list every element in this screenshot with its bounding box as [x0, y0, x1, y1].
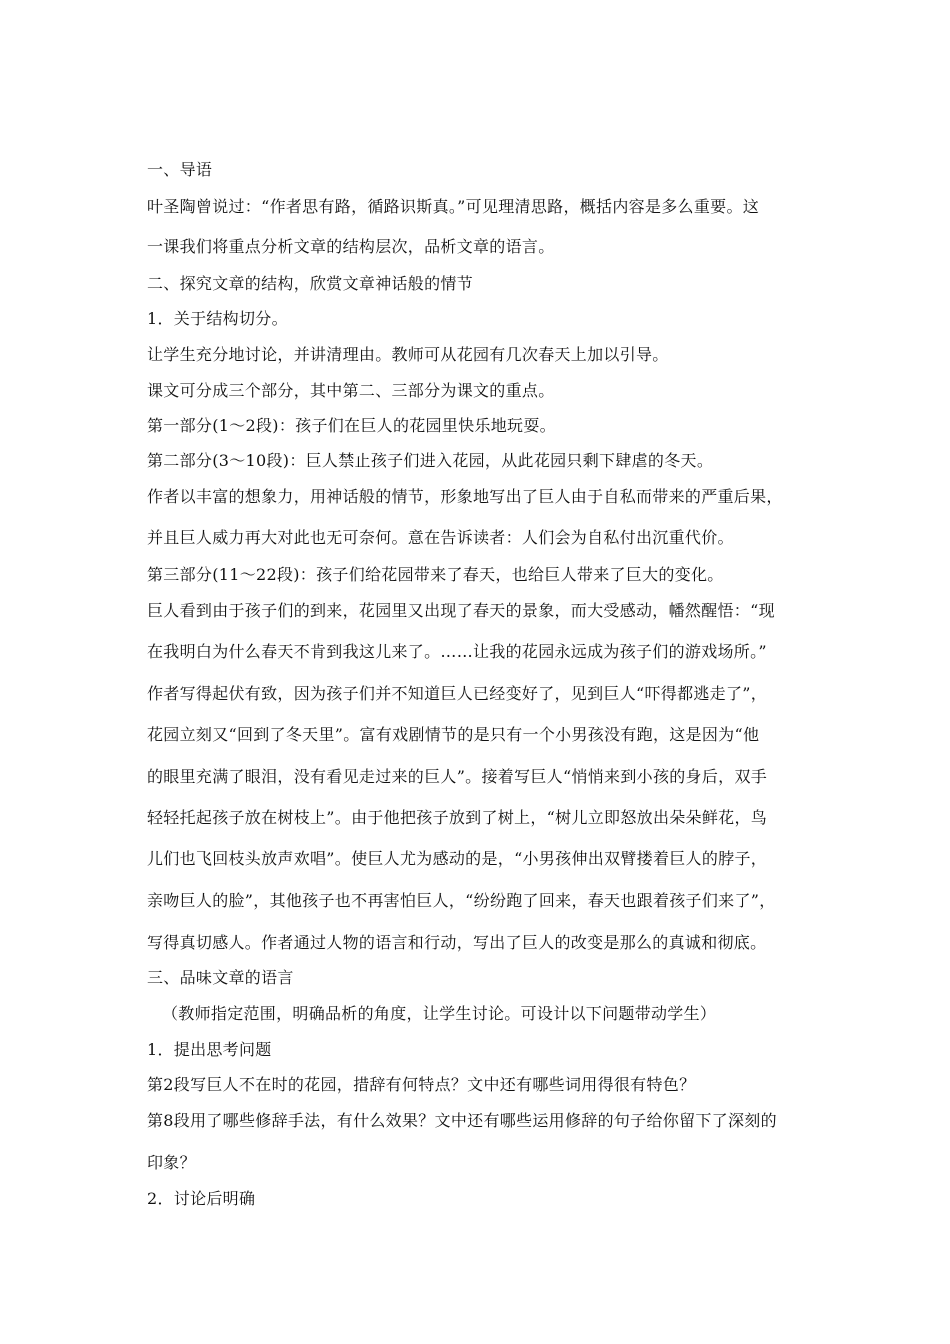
subheading-discussion: 2．讨论后明确 [147, 1189, 256, 1208]
paragraph-line: 印象？ [147, 1153, 196, 1172]
paragraph-line: 一课我们将重点分析文章的结构层次，品析文章的语言。 [147, 237, 555, 256]
section-heading-language: 三、品味文章的语言 [147, 968, 294, 987]
paragraph-line: 在我明白为什么春天不肯到我这儿来了。……让我的花园永远成为孩子们的游戏场所。” [147, 642, 767, 661]
subheading-questions: 1．提出思考问题 [147, 1040, 272, 1059]
paragraph-line: 写得真切感人。作者通过人物的语言和行动，写出了巨人的改变是那么的真诚和彻底。 [147, 933, 767, 952]
paragraph-line: 让学生充分地讨论，并讲清理由。教师可从花园有几次春天上加以引导。 [147, 345, 669, 364]
paragraph-line: 作者以丰富的想象力，用神话般的情节，形象地写出了巨人由于自私而带来的严重后果， [147, 487, 783, 506]
paragraph-line: 花园立刻又“回到了冬天里”。富有戏剧情节的是只有一个小男孩没有跑，这是因为“他 [147, 725, 760, 744]
paragraph-line: 儿们也飞回枝头放声欢唱”。使巨人尤为感动的是，“小男孩伸出双臂搂着巨人的脖子， [147, 849, 768, 868]
section-heading-intro: 一、导语 [147, 160, 213, 179]
paragraph-line: 第2段写巨人不在时的花园，措辞有何特点？文中还有哪些词用得很有特色？ [147, 1075, 696, 1094]
paragraph-line: 第8段用了哪些修辞手法，有什么效果？文中还有哪些运用修辞的句子给你留下了深刻的 [147, 1111, 777, 1130]
paragraph-line: 第二部分(3～10段)：巨人禁止孩子们进入花园，从此花园只剩下肆虐的冬天。 [147, 451, 714, 470]
paragraph-line: 并且巨人威力再大对此也无可奈何。意在告诉读者：人们会为自私付出沉重代价。 [147, 528, 734, 547]
paragraph-line: 的眼里充满了眼泪，没有看见走过来的巨人”。接着写巨人“悄悄来到小孩的身后，双手 [147, 767, 768, 786]
paragraph-line: 作者写得起伏有致，因为孩子们并不知道巨人已经变好了，见到巨人“吓得都逃走了”， [147, 684, 768, 703]
paragraph-line: 叶圣陶曾说过：“作者思有路，循路识斯真。”可见理清思路，概括内容是多么重要。这 [147, 197, 760, 216]
teacher-note: （教师指定范围，明确品析的角度，让学生讨论。可设计以下问题带动学生） [162, 1004, 717, 1023]
section-heading-structure: 二、探究文章的结构，欣赏文章神话般的情节 [147, 274, 474, 293]
paragraph-line: 巨人看到由于孩子们的到来，花园里又出现了春天的景象，而大受感动，幡然醒悟：“现 [147, 601, 775, 620]
paragraph-line: 第三部分(11～22段)：孩子们给花园带来了春天，也给巨人带来了巨大的变化。 [147, 565, 724, 584]
paragraph-line: 课文可分成三个部分，其中第二、三部分为课文的重点。 [147, 381, 555, 400]
subheading-structure-division: 1．关于结构切分。 [147, 309, 288, 328]
paragraph-line: 轻轻托起孩子放在树枝上”。由于他把孩子放到了树上，“树儿立即怒放出朵朵鲜花，鸟 [147, 808, 768, 827]
paragraph-line: 第一部分(1～2段)：孩子们在巨人的花园里快乐地玩耍。 [147, 416, 556, 435]
paragraph-line: 亲吻巨人的脸”，其他孩子也不再害怕巨人，“纷纷跑了回来，春天也跟着孩子们来了”， [147, 891, 776, 910]
